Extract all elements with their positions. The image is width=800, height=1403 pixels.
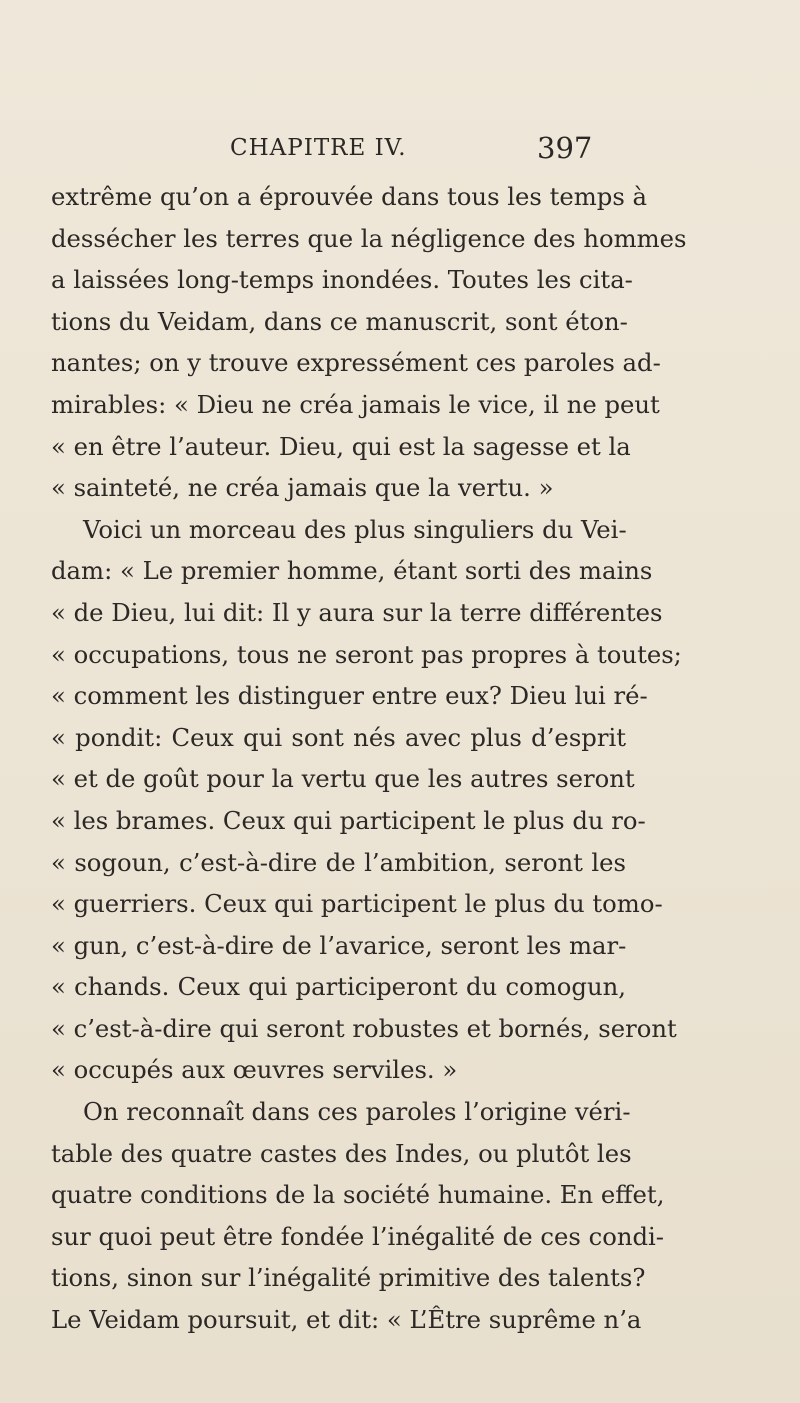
text-line: mirables: « Dieu ne créa jamais le vice, il ne peut [51,389,660,419]
text-line: a laissées long-temps inondées. Toutes les cita- [51,265,633,295]
text-line: « guerriers. Ceux qui participent le plus du tomo- [51,889,663,919]
running-header [0,131,800,175]
text-line: sur quoi peut être fondée l’inégalité de ces condi- [51,1221,664,1251]
text-line: « occupations, tous ne seront pas propres à toutes; [51,639,682,669]
text-line: « occupés aux œuvres serviles. » [51,1055,458,1085]
text-line: « en être l’auteur. Dieu, qui est la sagesse et la [51,431,631,461]
body-text [51,176,687,1341]
text-line: « pondit: Ceux qui sont nés avec plus d’esprit [51,722,626,752]
text-line: On reconnaît dans ces paroles l’origine véri- [83,1097,631,1127]
text-line: tions du Veidam, dans ce manuscrit, sont éton- [51,306,628,336]
text-line: « gun, c’est-à-dire de l’avarice, seront les mar- [51,930,627,960]
text-line: « sainteté, ne créa jamais que la vertu. » [51,473,554,503]
page-number: 397 [537,131,593,165]
text-line: « et de goût pour la vertu que les autres seront [51,764,635,794]
text-line: « les brames. Ceux qui participent le plus du ro- [51,805,646,835]
text-line: nantes; on y trouve expressément ces paroles ad- [51,348,661,378]
text-line: « sogoun, c’est-à-dire de l’ambition, seront les [51,847,626,877]
text-line: « de Dieu, lui dit: Il y aura sur la terre différentes [51,597,663,627]
text-line: Le Veidam poursuit, et dit: « L’Être suprême n’a [51,1305,642,1335]
chapter-heading: CHAPITRE IV. [230,135,407,161]
text-line: table des quatre castes des Indes, ou plutôt les [51,1138,632,1168]
text-line: dam: « Le premier homme, étant sorti des mains [51,556,653,586]
text-line: extrême qu’on a éprouvée dans tous les temps à [51,182,648,211]
text-line: « chands. Ceux qui participeront du comogun, [51,972,626,1002]
text-line: tions, sinon sur l’inégalité primitive des talents? [51,1263,646,1293]
text-line: Voici un morceau des plus singuliers du Vei- [83,514,627,544]
text-line: « comment les distinguer entre eux? Dieu lui ré- [51,681,648,711]
text-line: « c’est-à-dire qui seront robustes et bornés, seront [51,1013,677,1043]
text-line: dessécher les terres que la négligence des hommes [51,223,687,253]
text-line: quatre conditions de la société humaine. En effet, [51,1180,665,1210]
